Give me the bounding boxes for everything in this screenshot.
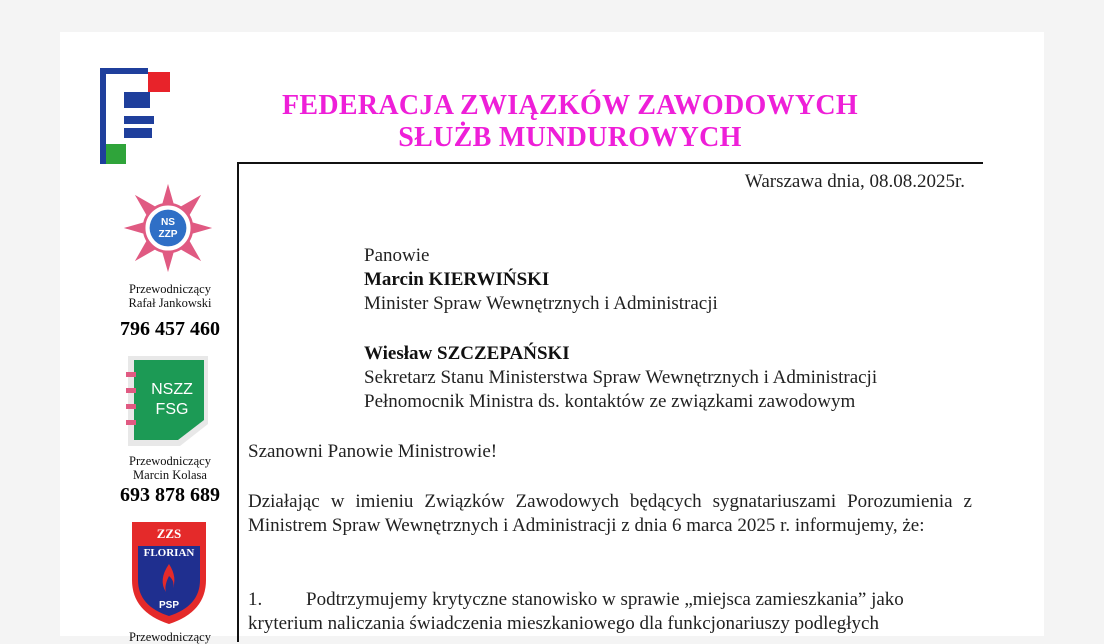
letter-date: Warszawa dnia, 08.08.2025r. [744,171,965,192]
member-1-role: Przewodniczący [129,282,211,296]
header-divider [237,162,983,164]
recipient-1-name: Marcin KIERWIŃSKI [364,269,550,290]
badge-text-psp: PSP [158,600,180,611]
member-3-role: Przewodniczący [129,630,211,644]
sidebar-divider [237,162,239,642]
recipient-1-title: Minister Spraw Wewnętrznych i Administracji [364,293,718,314]
badge-text-florian: FLORIAN [143,547,195,559]
greeting: Szanowni Panowie Ministrowie! [248,441,498,462]
badge-text-nszz: NSZZ [151,381,193,398]
list-item-1-number: 1. [248,589,263,610]
letter-page [60,32,1044,644]
intro-paragraph: Działając w imieniu Związków Zawodowych będących sygnatariuszami Porozumienia z Ministrem Spraw Wewnętrznych i Administracji z dnia 6 marca 2025 r. informujemy, że: [248,491,972,536]
member-2-role: Przewodniczący [129,454,211,468]
member-1-name: Rafał Jankowski [128,296,212,310]
recipient-2-name: Wiesław SZCZEPAŃSKI [364,343,570,364]
list-item-1-text: Podtrzymujemy krytyczne stanowisko w sprawie „miejsca zamieszkania” jako kryterium naliczania świadczenia mieszkaniowego dla funkcjonariuszy podległych [248,589,904,634]
badge-text-zzs: ZZS [156,526,182,541]
member-1-phone: 796 457 460 [120,318,220,340]
fzzsm-logo [100,68,172,164]
recipient-2-title-1: Sekretarz Stanu Ministerstwa Spraw Wewnętrznych i Administracji [364,367,878,388]
svg-text:NS: NS [160,217,176,229]
nszzp-star-badge-icon [122,182,214,274]
badge-text-fsg: FSG [155,401,189,418]
salutation-group: Panowie [364,245,430,266]
nszz-fsg-shield-badge-icon [124,354,212,448]
member-2-phone: 693 878 689 [120,484,220,506]
recipient-2-title-2: Pełnomocnik Ministra ds. kontaktów ze związkami zawodowym [364,391,856,412]
title-line-2: SŁUŻB MUNDUROWYCH [398,122,742,153]
title-line-1: FEDERACJA ZWIĄZKÓW ZAWODOWYCH [281,90,859,121]
organization-title [180,90,960,154]
zzs-florian-psp-badge-icon [128,520,210,626]
member-2-name: Marcin Kolasa [133,468,207,482]
svg-text:ZZP: ZZP [158,229,178,241]
list-item-1 [248,588,972,636]
